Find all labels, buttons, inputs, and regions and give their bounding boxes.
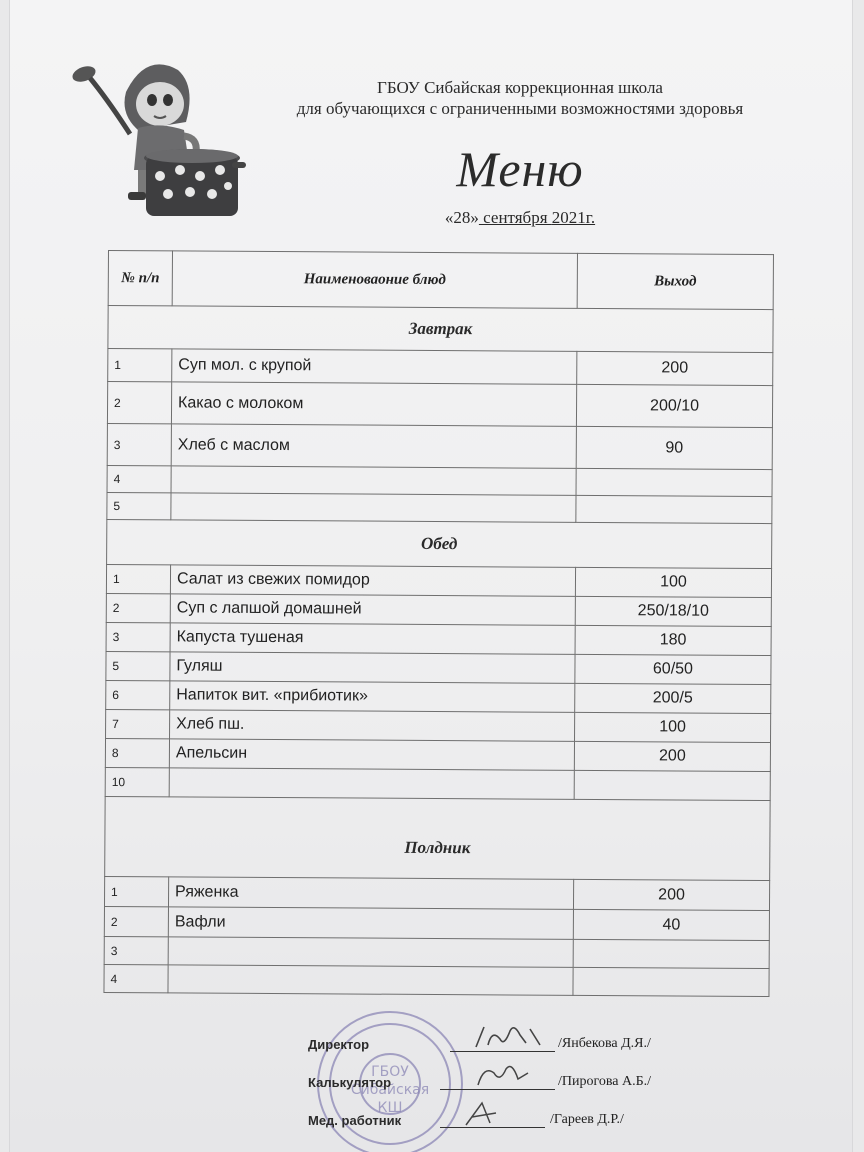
dish-yield [574, 770, 770, 800]
dish-yield: 200/10 [576, 384, 772, 427]
dish-yield [576, 468, 772, 496]
row-number: 2 [107, 382, 171, 424]
dish-yield: 250/18/10 [575, 596, 771, 626]
signature-name: /Гареев Д.Р./ [550, 1112, 624, 1127]
dish-yield: 180 [575, 625, 771, 655]
dish-yield: 100 [575, 712, 771, 742]
dish-yield: 90 [576, 426, 772, 469]
table-row [106, 680, 771, 713]
row-number: 7 [106, 709, 170, 738]
dish-name: Ряженка [168, 877, 573, 909]
svg-text:ГБОУ: ГБОУ [371, 1064, 409, 1080]
table-row [104, 936, 769, 968]
table-row [107, 492, 772, 523]
row-number: 5 [106, 651, 170, 680]
dish-name [171, 466, 576, 495]
dish-name [168, 937, 573, 967]
dish-name: Капуста тушеная [170, 623, 575, 654]
svg-text:Сибайская: Сибайская [350, 1082, 430, 1098]
dish-name: Хлеб пш. [170, 710, 575, 741]
row-number: 1 [104, 876, 168, 906]
row-number: 1 [108, 349, 172, 382]
dish-yield: 60/50 [575, 654, 771, 684]
dish-yield: 100 [575, 567, 771, 597]
dish-name: Салат из свежих помидор [170, 565, 575, 596]
section-title: Завтрак [108, 306, 773, 353]
row-number: 5 [107, 492, 171, 519]
dish-name: Суп мол. с крупой [172, 349, 577, 384]
section-lunch [107, 519, 772, 568]
dish-name: Апельсин [169, 739, 574, 770]
signature-name: /Пирогова А.Б./ [558, 1074, 652, 1089]
column-header-yield: Выход [577, 253, 773, 309]
handwritten-signature [470, 1021, 550, 1051]
table-row [106, 622, 771, 655]
dish-name [169, 768, 574, 799]
dish-yield [573, 939, 769, 968]
dish-yield: 200 [573, 879, 769, 910]
table-header-row [108, 251, 773, 310]
menu-date [380, 208, 660, 228]
dish-name [168, 965, 573, 995]
signature-row-medic [300, 1107, 780, 1135]
page-title: Меню [456, 141, 584, 197]
dish-yield [576, 495, 772, 523]
dish-name [171, 493, 576, 522]
row-number: 3 [107, 423, 171, 465]
row-number: 2 [106, 593, 170, 622]
dish-name: Напиток вит. «прибиотик» [170, 681, 575, 712]
dish-yield: 200 [577, 351, 773, 385]
column-header-dish: Наименоваоние блюд [172, 251, 577, 308]
date-day: «28» [444, 208, 479, 227]
dish-name: Суп с лапшой домашней [170, 594, 575, 625]
table-row [107, 423, 772, 469]
table-row [107, 382, 772, 428]
row-number: 4 [104, 964, 168, 992]
school-name-line-1: ГБОУ Сибайская коррекционная школа [377, 78, 663, 97]
menu-table [103, 250, 774, 997]
row-number: 4 [107, 465, 171, 492]
dish-name: Какао с молоком [171, 382, 576, 426]
section-breakfast [108, 306, 773, 353]
table-row [104, 964, 769, 996]
masha-cooking-illustration [68, 52, 248, 232]
dish-name: Вафли [168, 907, 573, 939]
signature-line [450, 1051, 555, 1052]
table-row [106, 709, 771, 742]
row-number: 2 [104, 906, 168, 936]
signature-name: /Янбекова Д.Я./ [558, 1036, 651, 1051]
table-row [108, 349, 773, 386]
handwritten-signature [470, 1061, 540, 1091]
dish-yield: 200/5 [575, 683, 771, 713]
row-number: 3 [104, 936, 168, 964]
column-header-number: № п/п [108, 251, 172, 306]
table-row [107, 465, 772, 496]
table-row [106, 564, 771, 597]
dish-name: Хлеб с маслом [171, 424, 576, 468]
school-name-line-2: для обучающихся с ограниченными возможностями здоровья [296, 99, 744, 118]
signature-role: Директор [308, 1037, 370, 1052]
signature-row-director [300, 1031, 780, 1059]
dish-yield [573, 967, 769, 996]
row-number: 3 [106, 622, 170, 651]
table-row [104, 906, 769, 940]
section-title: Обед [107, 519, 772, 568]
dish-name: Гуляш [170, 652, 575, 683]
section-title: Полдник [105, 796, 770, 880]
row-number: 8 [105, 738, 169, 767]
row-number: 10 [105, 767, 169, 796]
dish-yield: 40 [573, 909, 769, 940]
section-snack [105, 796, 770, 880]
row-number: 1 [106, 564, 170, 593]
svg-text:КШ: КШ [377, 1100, 403, 1116]
date-year: 2021г. [551, 208, 596, 227]
dish-yield: 200 [574, 741, 770, 771]
table-row [106, 651, 771, 684]
table-row [104, 876, 769, 910]
row-number: 6 [106, 680, 170, 709]
table-row [106, 593, 771, 626]
handwritten-signature [460, 1099, 520, 1129]
signature-row-calculator [300, 1069, 780, 1097]
signature-role: Мед. работник [308, 1113, 402, 1128]
date-month: сентября [478, 208, 552, 227]
signature-role: Калькулятор [308, 1075, 392, 1090]
table-row [105, 738, 770, 771]
table-row [105, 767, 770, 800]
